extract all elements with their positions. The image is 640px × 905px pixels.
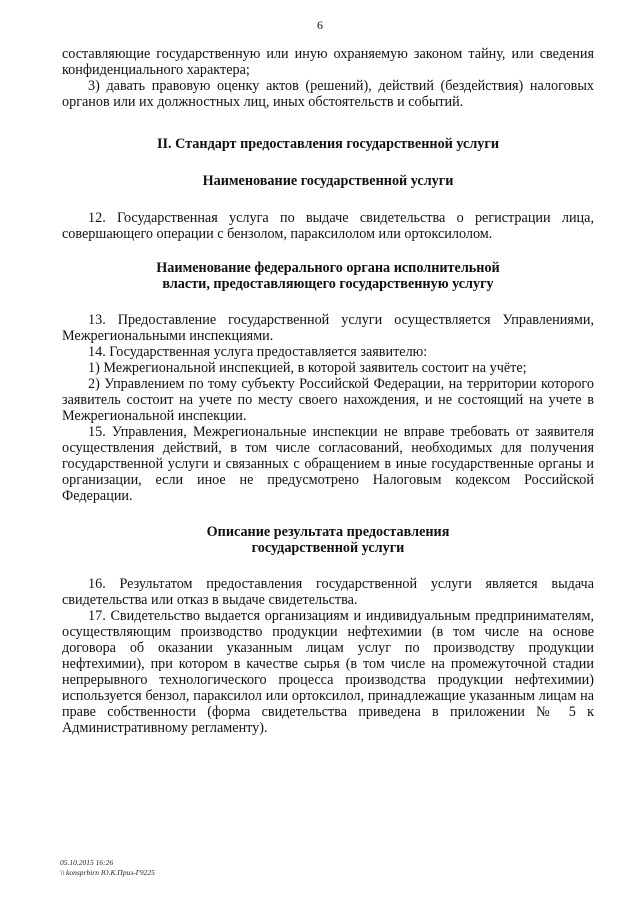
paragraph-15: 15. Управления, Межрегиональные инспекции не вправе требовать от заявителя осуществления действий, в том числе согласований, необходимых для получения государственной услуги и связанных с обращением в иные государственные органы и организации, если иное не предусмотрено Налоговым кодексом Российской Федерации. (62, 424, 594, 504)
footer-stamp (60, 858, 155, 878)
paragraph-14: 14. Государственная услуга предоставляется заявителю: (88, 344, 428, 360)
paragraph-16: 16. Результатом предоставления государственной услуги является выдача свидетельства или отказ в выдаче свидетельства. (62, 576, 594, 608)
document-body (62, 46, 594, 736)
section-title: II. Стандарт предоставления государственной услуги (156, 136, 500, 152)
paragraph-continuation: составляющие государственную или иную охраняемую законом тайну, или сведения конфиденциального характера; (62, 46, 594, 78)
heading-result-line-1: Описание результата предоставления (206, 524, 450, 540)
paragraph-13: 13. Предоставление государственной услуги осуществляется Управлениями, Межрегиональными инспекциями. (62, 312, 594, 344)
footer-reference: \\ konsprbirn Ю.К.Приз-Г9225 (60, 868, 155, 877)
heading-result-line-2: государственной услуги (251, 540, 405, 556)
paragraph-12: 12. Государственная услуга по выдаче свидетельства о регистрации лица, совершающего операции с бензолом, параксилолом или ортоксилолом. (62, 210, 594, 242)
footer-timestamp: 05.10.2015 16:26 (60, 858, 114, 867)
heading-authority-line-2: власти, предоставляющего государственную услугу (162, 276, 494, 292)
heading-service-name: Наименование государственной услуги (202, 173, 454, 189)
paragraph-14-item-2: 2) Управлением по тому субъекту Российской Федерации, на территории которого заявитель состоит на учете по месту своего нахождения, и не состоящий на учете в Межрегиональной инспекции. (62, 376, 594, 424)
page-number: 6 (317, 18, 323, 32)
paragraph-14-item-1: 1) Межрегиональной инспекцией, в которой заявитель состоит на учёте; (88, 360, 527, 376)
heading-authority-line-1: Наименование федерального органа исполнительной (156, 260, 500, 276)
paragraph-17: 17. Свидетельство выдается организациям и индивидуальным предпринимателям, осуществляющим производство продукции нефтехимии (в том числе на основе договора об оказании указанным лицам услуг по производству продукции нефтехимии), при котором в качестве сырья (в том числе на промежуточной стадии непрерывного технологического процесса производства продукции нефтехимии) используется бензол, параксилол или ортоксилол, принадлежащие указанным лицам на праве собственности (форма свидетельства приведена в приложении № 5 к Административному регламенту). (62, 608, 594, 736)
paragraph-item-3: 3) давать правовую оценку актов (решений), действий (бездействия) налоговых органов или их должностных лиц, иных обстоятельств и событий. (62, 78, 594, 110)
